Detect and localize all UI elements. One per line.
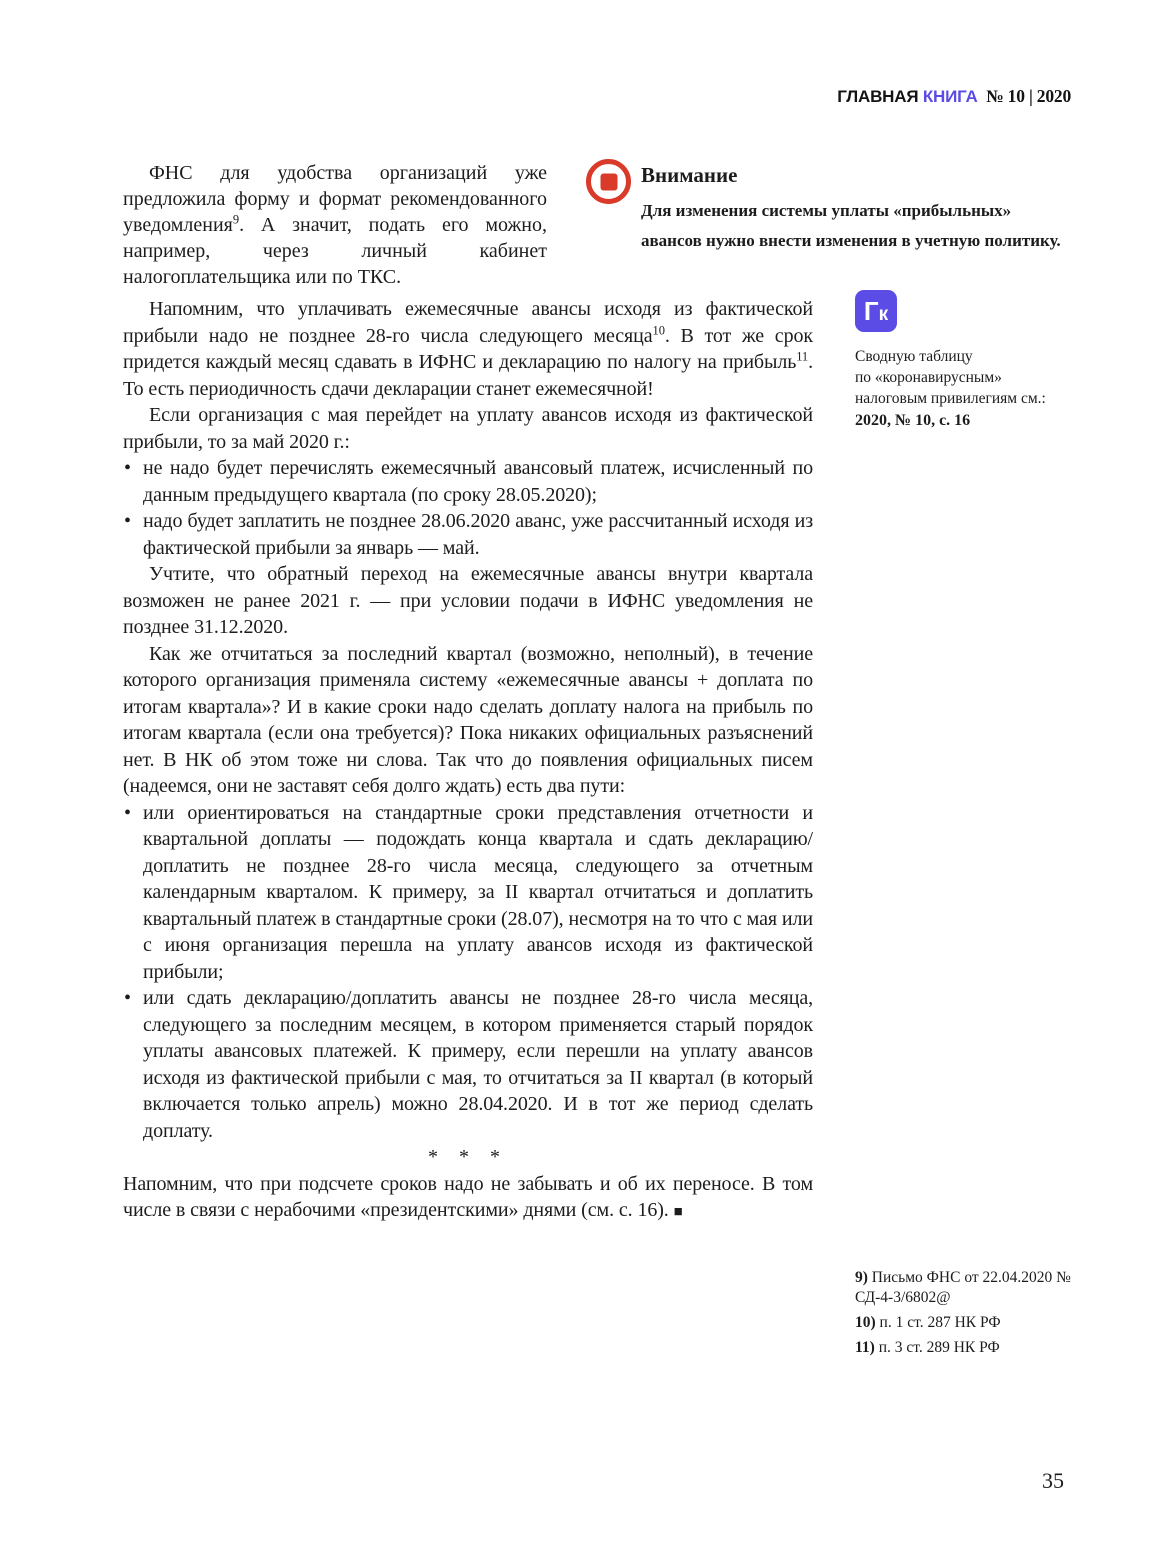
paragraph-text: Напомним, что уплачивать ежемесячные авансы исходя из фактической прибыли надо не позднее 28-го числа следующего месяца <box>123 298 813 347</box>
bullet-marker: • <box>124 987 131 1009</box>
bullet-marker: • <box>124 801 131 824</box>
sidebar-note-text <box>855 346 1081 431</box>
list-item-text: надо будет заплатить не позднее 28.06.2020 аванс, уже рассчитанный исходя из фактической прибыли за январь — май. <box>143 510 813 559</box>
page-number: 35 <box>1042 1468 1064 1493</box>
attention-body: Для изменения системы уплаты «прибыльных» авансов нужно внести изменения в учетную политику. <box>641 201 1061 250</box>
bullet-list-2 <box>123 800 813 1145</box>
magazine-title-part2: КНИГА <box>922 87 978 106</box>
page-header <box>837 86 1071 107</box>
footnote-9 <box>855 1268 1087 1308</box>
paragraph-text: . То есть периодичность сдачи декларации станет ежемесячной! <box>123 351 813 400</box>
gk-logo-letter-g: Г <box>863 296 879 326</box>
list-item <box>123 508 813 561</box>
issue-number: № 10 | 2020 <box>986 86 1071 106</box>
footnote-number: 11) <box>855 1339 875 1356</box>
list-item <box>123 800 813 986</box>
footnote-ref-10: 10 <box>652 322 665 337</box>
footnote-ref-9: 9 <box>232 212 240 227</box>
footnote-number: 10) <box>855 1314 876 1331</box>
article-body <box>123 296 813 1226</box>
list-item-text: не надо будет перечислять ежемесячный авансовый платеж, исчисленный по данным предыдущего квартала (по сроку 28.05.2020); <box>143 457 813 506</box>
list-item-text: или ориентироваться на стандартные сроки представления отчетности и квартальной доплаты — подождать конца квартала и сдать декларацию/доплатить не позднее 28-го числа месяца, следующего за отчетным календарным кварталом. К примеру, за II квартал отчитаться и доплатить квартальный платеж в стандартные сроки (28.07), несмотря на то что с мая или с июня организация перешла на уплату авансов исходя из фактической прибыли; <box>143 801 813 983</box>
footnote-10 <box>855 1313 1087 1333</box>
paragraph-text: . А значит, подать его можно, например, через личный кабинет налогоплательщика или по ТКС. <box>123 214 547 288</box>
footnotes <box>855 1268 1087 1363</box>
paragraph <box>123 296 813 402</box>
attention-callout <box>586 157 1072 256</box>
bullet-list-1 <box>123 455 813 561</box>
gk-logo-icon <box>855 290 897 332</box>
sidebar-note-ref: 2020, № 10, с. 16 <box>855 412 971 429</box>
list-item-text: или сдать декларацию/доплатить авансы не позднее 28-го числа месяца, следующего за последним месяцем, в котором применяется старый порядок уплаты авансовых платежей. К примеру, если перешли на уплату авансов исходя из фактической прибыли с мая, то отчитаться за II квартал (в который включается только апрель) можно 28.04.2020. И в тот же период сделать доплату. <box>143 987 813 1142</box>
paragraph-text: . В тот же срок придется каждый месяц сдавать в ИФНС и декларацию по налогу на прибыль <box>123 324 813 373</box>
list-item <box>123 455 813 508</box>
paragraph: Если организация с мая перейдет на уплату авансов исходя из фактической прибыли, то за май 2020 г.: <box>123 404 813 453</box>
list-item <box>123 985 813 1144</box>
sidebar-note <box>855 290 1081 431</box>
sidebar-note-line: Сводную таблицу <box>855 348 973 365</box>
attention-content <box>641 157 1071 256</box>
footnote-ref-11: 11 <box>796 349 809 364</box>
paragraph: Как же отчитаться за последний квартал (возможно, неполный), в течение которого организация применяла систему «ежемесячные авансы + доплата по итогам квартала»? И в какие сроки надо сделать доплату налога на прибыль по итогам квартала (если она требуется)? Пока никаких официальных разъяснений нет. В НК об этом тоже ни слова. Так что до появления официальных писем (надеемся, они не заставят себя долго ждать) есть два пути: <box>123 642 813 797</box>
sidebar-note-line: по «коронавирусным» <box>855 369 1002 386</box>
magazine-title-part1: ГЛАВНАЯ <box>837 87 919 106</box>
footnote-11 <box>855 1338 1087 1358</box>
paragraph-text: ФНС для удобства организаций уже предложила форму и формат рекомендованного уведомления <box>123 162 547 236</box>
attention-icon-square <box>600 173 617 190</box>
section-separator: * * * <box>428 1146 508 1168</box>
paragraph-text: Напомним, что при подсчете сроков надо не забывать и об их переносе. В том числе в связи с нерабочими «президентскими» днями (см. с. 16). <box>123 1172 813 1221</box>
gk-logo-letter-k: к <box>878 303 889 325</box>
intro-paragraph <box>123 160 547 290</box>
attention-title: Внимание <box>641 163 738 187</box>
paragraph: Учтите, что обратный переход на ежемесячные авансы внутри квартала возможен не ранее 2021 г. — при условии подачи в ИФНС уведомления не позднее 31.12.2020. <box>123 563 813 638</box>
footnote-text: п. 1 ст. 287 НК РФ <box>879 1314 1001 1331</box>
footnote-number: 9) <box>855 1269 868 1286</box>
attention-icon <box>586 159 631 204</box>
closing-paragraph <box>123 1171 813 1226</box>
sidebar-note-line: налоговым привилегиям см.: <box>855 390 1046 407</box>
footnote-text: Письмо ФНС от 22.04.2020 № СД-4-3/6802@ <box>855 1269 1071 1306</box>
bullet-marker: • <box>124 510 131 532</box>
bullet-marker: • <box>124 457 131 479</box>
footnote-text: п. 3 ст. 289 НК РФ <box>878 1339 1000 1356</box>
end-mark: ■ <box>673 1204 683 1220</box>
